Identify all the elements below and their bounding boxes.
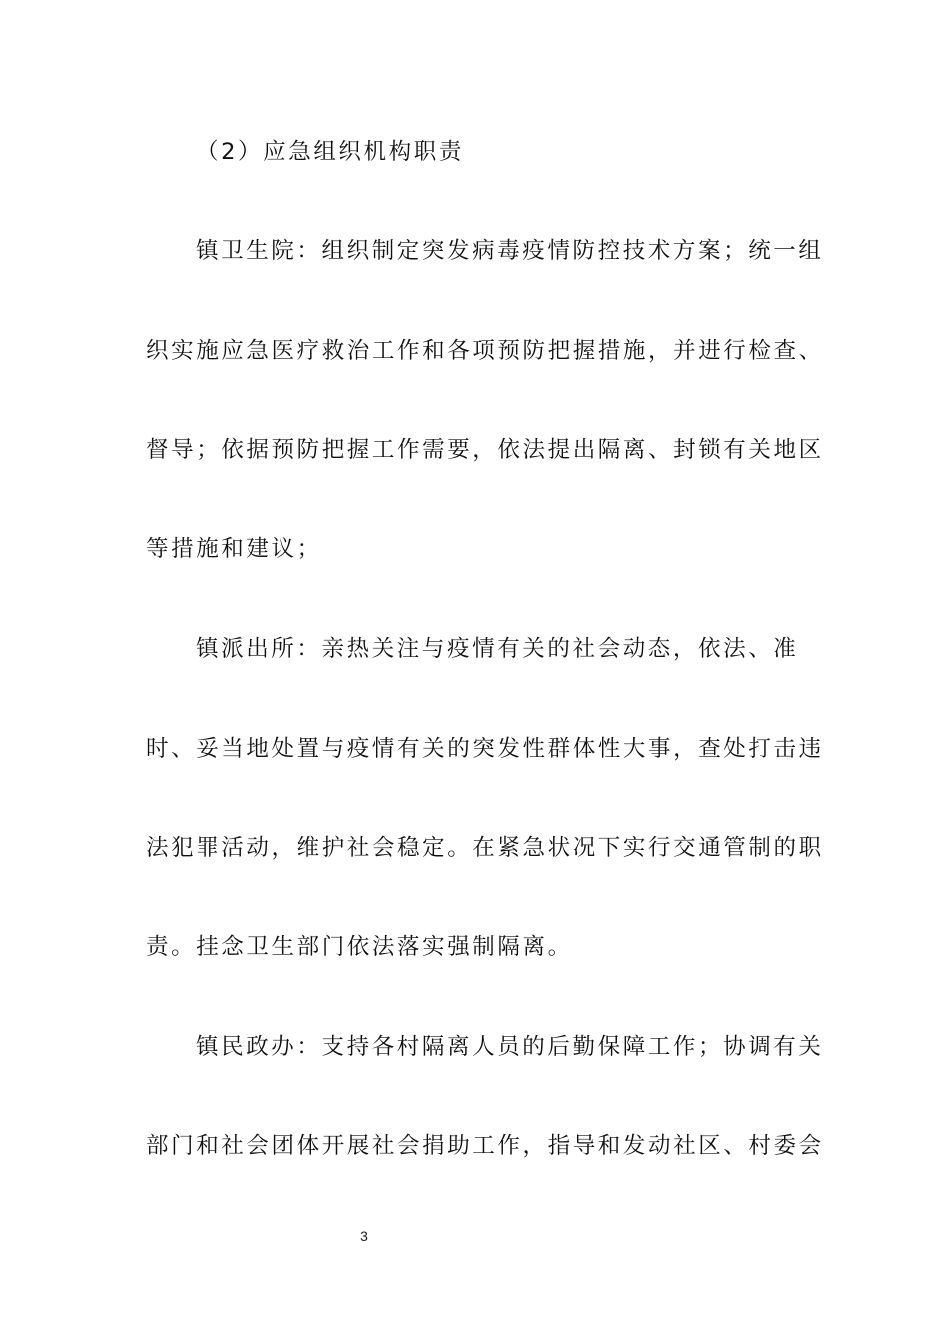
paragraph-line: 镇民政办：支持各村隔离人员的后勤保障工作；协调有关 [196,1034,824,1060]
paragraph-line: 等措施和建议； [146,536,322,562]
paragraph-line: 镇派出所：亲热关注与疫情有关的社会动态，依法、准 [196,636,799,662]
page-number: 3 [360,1228,368,1244]
paragraph-line: 督导；依据预防把握工作需要，依法提出隔离、封锁有关地区 [146,437,824,463]
paragraph-line: 时、妥当地处置与疫情有关的突发性群体性大事，查处打击违 [146,736,824,762]
paragraph-line: 织实施应急医疗救治工作和各项预防把握措施，并进行检查、 [146,338,824,364]
paragraph-line: 镇卫生院：组织制定突发病毒疫情防控技术方案；统一组 [196,238,824,264]
paragraph-line: 责。挂念卫生部门依法落实强制隔离。 [146,934,573,960]
paragraph-line: 法犯罪活动，维护社会稳定。在紧急状况下实行交通管制的职 [146,835,824,861]
section-heading: （2）应急组织机构职责 [196,139,464,165]
paragraph-line: 部门和社会团体开展社会捐助工作，指导和发动社区、村委会 [146,1133,824,1159]
